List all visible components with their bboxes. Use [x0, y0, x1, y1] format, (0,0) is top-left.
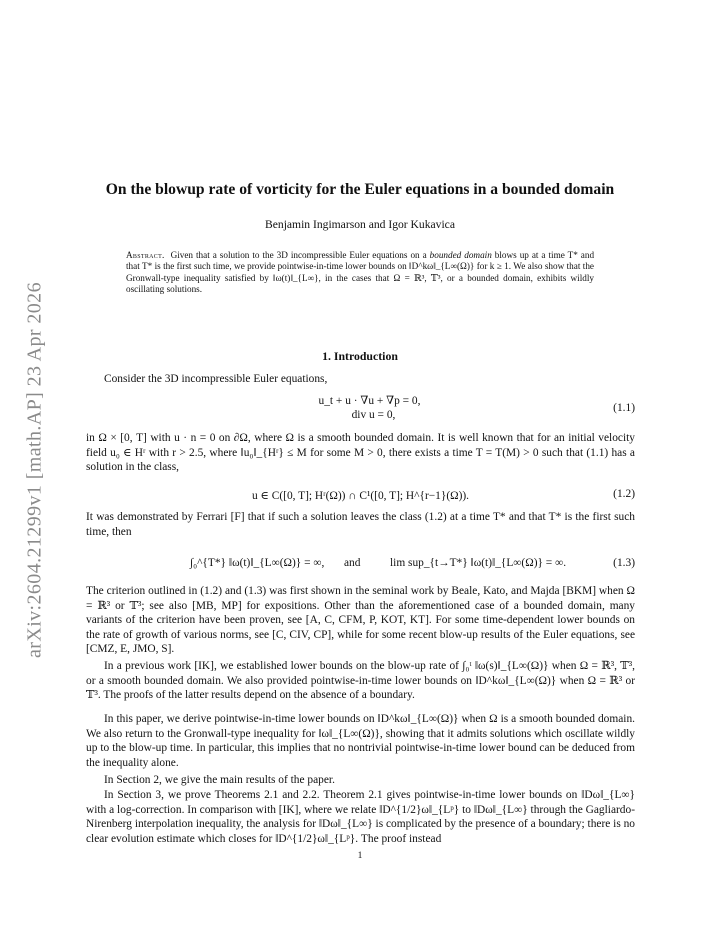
equation-1-1-line2: div u = 0, [351, 409, 396, 421]
abstract-label: Abstract. [126, 250, 165, 260]
equation-1-1-line1: u_t + u · ∇u + ∇p = 0, [318, 395, 421, 407]
equation-1-3-right: lim sup_{t→T*} ‖ω(t)‖_{L∞(Ω)} = ∞. [390, 557, 567, 569]
abstract-emphasis: bounded domain [429, 250, 492, 260]
paragraph-2: in Ω × [0, T] with u · n = 0 on ∂Ω, where Ω is a smooth bounded domain. It is well known that for an initial velocity field u₀ ∈ Hʳ with r > 2.5, where ‖u₀‖_{Hʳ} ≤ M for some M > 0, there exists a time T = T(M) > 0 such that (1.1) has a solution in the class, [86, 432, 635, 474]
equation-1-1-tag: (1.1) [613, 402, 635, 414]
equation-1-3 [86, 554, 635, 580]
abstract [126, 250, 594, 296]
paragraph-4: The criterion outlined in (1.2) and (1.3) was first shown in the seminal work by Beale, Kato, and Majda [BKM] when Ω = ℝ³ or 𝕋³; see also [MB, MP] for expositions. Other than the aforementioned case of a bounded domain, many variants of the criterion have been proven, see [A, C, CFM, P, KOT, KT]. For some time-dependent lower bounds on the rate of growth of various norms, see [C, CIV, CP], while for some recent blow-up results of the Euler equations, see [CMZ, E, JMO, S]. [86, 585, 635, 656]
paragraph-1: Consider the 3D incompressible Euler equations, [104, 373, 328, 385]
equation-1-2-content: u ∈ C([0, T]; Hʳ(Ω)) ∩ C¹([0, T]; H^{r−1}(Ω)). [251, 490, 470, 502]
equation-1-2-tag: (1.2) [613, 488, 635, 500]
equation-1-1 [86, 393, 635, 425]
paragraph-6: In this paper, we derive pointwise-in-time lower bounds on ‖D^kω‖_{L∞(Ω)} when Ω is a smooth bounded domain. We also return to the Gronwall-type inequality for ‖ω‖_{L∞(Ω)}, showing that it admits solutions which oscillate wildly up to the blow-up time. In particular, this implies that no nontrivial pointwise-in-time lower bound can be deduced from the inequality alone. [86, 713, 635, 769]
arxiv-id-text: arXiv:2604.21299v1 [math.AP] 23 Apr 2026 [23, 282, 46, 658]
paragraph-5: In a previous work [IK], we established lower bounds on the blow-up rate of ∫₀ᵗ ‖ω(s)‖_{L∞(Ω)} when Ω = ℝ³, 𝕋³, or a smooth bounded domain. We also provided pointwise-in-time lower bounds on ‖D^kω‖_{L∞(Ω)} when Ω = ℝ³ or 𝕋³. The proofs of the latter results depend on the absence of a boundary. [86, 660, 635, 702]
page-number: 1 [357, 851, 363, 861]
equation-1-2 [86, 488, 635, 504]
paragraph-3: It was demonstrated by Ferrari [F] that if such a solution leaves the class (1.2) at a time T* and that T* is the first such time, then [86, 511, 635, 538]
paragraph-8: In Section 3, we prove Theorems 2.1 and 2.2. Theorem 2.1 gives pointwise-in-time lower bounds on ‖Dω‖_{L∞} with a log-correction. In comparison with [IK], where we relate ‖D^{1/2}ω‖_{Lᵖ} to ‖Dω‖_{L∞} through the Gagliardo-Nirenberg interpolation inequality, the analysis for ‖Dω‖_{L∞} is complicated by the presence of a boundary; there is no clear evolution estimate which closes for ‖D^{1/2}ω‖_{Lᵖ}. The proof instead [86, 789, 635, 845]
equation-1-3-and: and [344, 557, 361, 569]
arxiv-identifier [22, 250, 48, 690]
paper-title: On the blowup rate of vorticity for the Euler equations in a bounded domain [105, 181, 615, 198]
equation-1-3-left: ∫₀^{T*} ‖ω(t)‖_{L∞(Ω)} = ∞, [190, 557, 325, 569]
equation-1-3-tag: (1.3) [613, 557, 635, 569]
paragraph-7: In Section 2, we give the main results of the paper. [104, 774, 335, 786]
section-heading: 1. Introduction [322, 349, 398, 363]
paper-authors: Benjamin Ingimarson and Igor Kukavica [265, 218, 455, 231]
abstract-text-2: blows up at a time T* and that T* is the first such time, we provide pointwise-in-time lower bounds on ‖D^kω‖_{L∞(Ω)} for k ≥ 1. We also show that the Gronwall-type inequality satisfied by ‖ω(t)‖_{L∞}, in the cases that Ω = ℝ³, 𝕋³, or a bounded domain, exhibits wildly oscillating solutions. [126, 250, 595, 295]
abstract-text-1: Given that a solution to the 3D incompressible Euler equations on a [170, 250, 427, 260]
